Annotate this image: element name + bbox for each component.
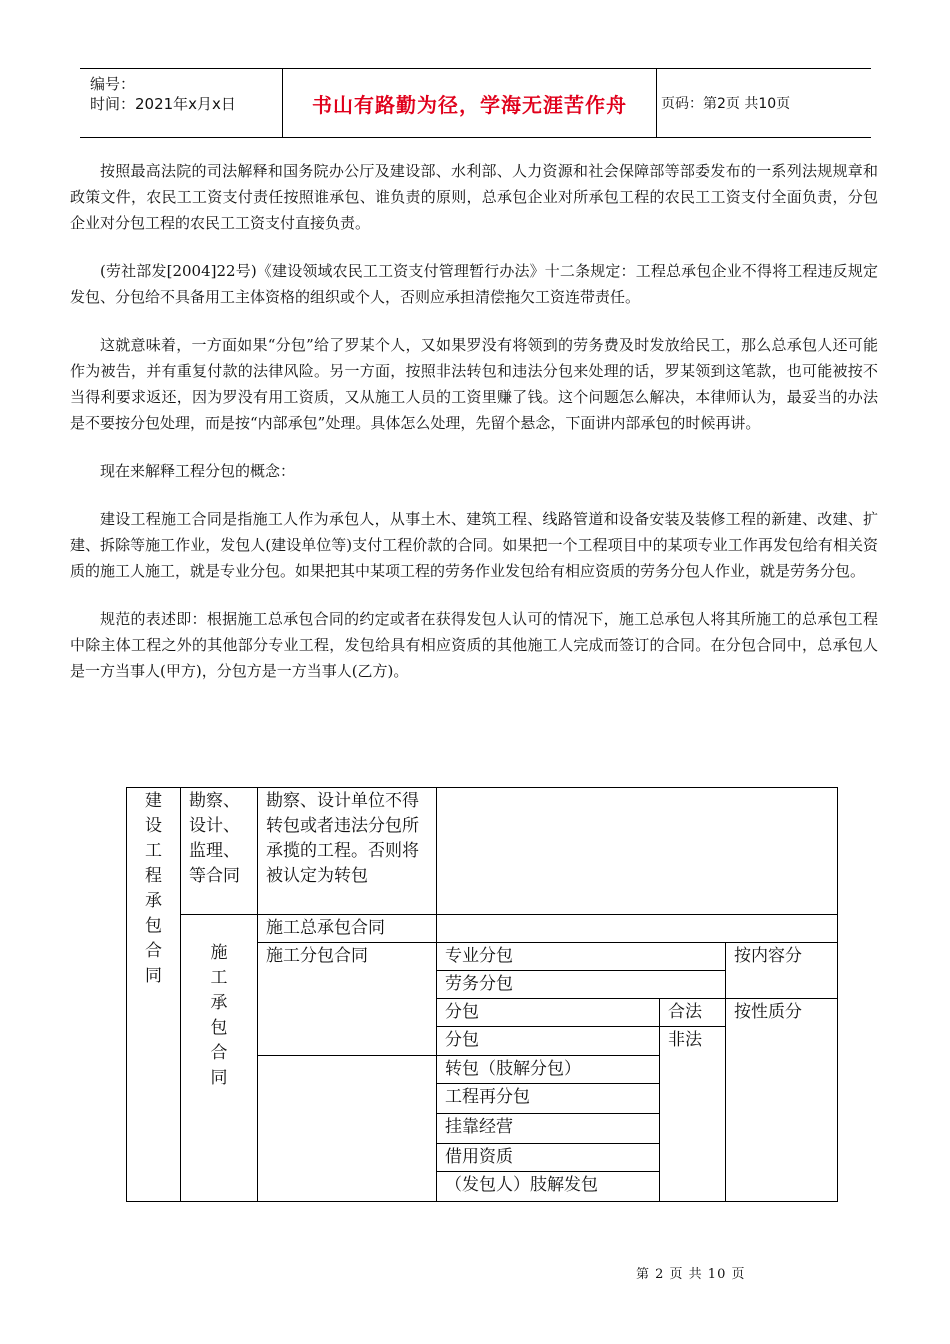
resub-cell: 工程再分包 — [437, 1084, 660, 1114]
empty-cell — [437, 788, 838, 915]
professional-sub-cell: 专业分包 — [437, 943, 726, 971]
by-content-cell: 按内容分 — [726, 943, 838, 999]
page-number: 页码：第2页 共10页 — [661, 96, 791, 112]
paragraph: 规范的表述即：根据施工总承包合同的约定或者在获得发包人认可的情况下，施工总承包人将其所施工的总承包工程中除主体工程之外的其他部分专业工程，发包给具有相应资质的其他施工人完成而签订的合同。在分包合同中，总承包人是一方当事人(甲方)，分包方是一方当事人(乙方)。 — [70, 610, 878, 680]
general-contract-cell: 施工总承包合同 — [258, 915, 437, 943]
paragraph: 现在来解释工程分包的概念： — [100, 462, 296, 480]
sub-illegal-cell: 分包 — [437, 1027, 660, 1056]
paragraph: (劳社部发[2004]22号)《建设领域农民工工资支付管理暂行办法》十二条规定：工程总承包企业不得将工程违反规定发包、分包给不具备用工主体资格的组织或个人，否则应承担清偿拖欠工资连带责任。 — [70, 262, 878, 306]
paragraph: 按照最高法院的司法解释和国务院办公厅及建设部、水利部、人力资源和社会保障部等部委发布的一系列法规规章和政策文件，农民工工资支付责任按照谁承包、谁负责的原则，总承包企业对所承包工程的农民工工资支付全面负责，分包企业对分包工程的农民工工资支付直接负责。 — [70, 162, 878, 232]
survey-rule-cell: 勘察、设计单位不得转包或者违法分包所承揽的工程。否则将被认定为转包 — [258, 788, 437, 915]
document-date: 时间：2021年x月x日 — [90, 95, 236, 113]
borrow-cell: 借用资质 — [437, 1144, 660, 1172]
transfer-cell: 转包（肢解分包） — [437, 1056, 660, 1084]
header-page-cell — [657, 69, 871, 137]
empty-cell — [437, 915, 838, 943]
survey-contract-cell: 勘察、设计、监理、等合同 — [181, 788, 258, 915]
employer-split-cell: （发包人）肢解发包 — [437, 1172, 660, 1202]
legal-cell: 合法 — [660, 999, 726, 1027]
page-footer: 第 2 页 共 10 页 — [636, 1267, 746, 1282]
construction-contract-group-cell: 施 工 承 包 合 同 — [181, 915, 258, 1202]
construction-contract-cell: 建 设 工 程 承 包 合 同 — [127, 788, 181, 1202]
by-nature-cell: 按性质分 — [726, 999, 838, 1202]
contract-classification-table — [126, 787, 838, 1202]
affiliation-cell: 挂靠经营 — [437, 1114, 660, 1144]
paragraph: 建设工程施工合同是指施工人作为承包人，从事土木、建筑工程、线路管道和设备安装及装修工程的新建、改建、扩建、拆除等施工作业，发包人(建设单位等)支付工程价款的合同。如果把一个工程项目中的某项专业工作再发包给有相关资质的施工人施工，就是专业分包。如果把其中某项工程的劳务作业发包给有相应资质的劳务分包人作业，就是劳务分包。 — [70, 510, 878, 580]
header-meta — [80, 69, 282, 137]
page-header — [80, 68, 871, 138]
sub-legal-cell: 分包 — [437, 999, 660, 1027]
motto: 书山有路勤为径，学海无涯苦作舟 — [312, 92, 627, 117]
illegal-cell: 非法 — [660, 1027, 726, 1202]
paragraph: 这就意味着，一方面如果“分包”给了罗某个人，又如果罗没有将领到的劳务费及时发放给民工，那么总承包人还可能作为被告，并有重复付款的法律风险。另一方面，按照非法转包和违法分包来处理的话，罗某领到这笔款，也可能被按不当得利要求返还，因为罗没有用工资质，又从施工人员的工资里赚了钱。这个问题怎么解决，本律师认为，最妥当的办法是不要按分包处理，而是按“内部承包”处理。具体怎么处理，先留个悬念，下面讲内部承包的时候再讲。 — [70, 336, 878, 432]
labor-sub-cell: 劳务分包 — [437, 971, 726, 999]
body-text — [70, 158, 878, 706]
subcontract-cell: 施工分包合同 — [258, 943, 437, 1056]
empty-cell — [258, 1056, 437, 1202]
document-number: 编号： — [90, 75, 136, 93]
header-motto-cell — [282, 69, 657, 137]
